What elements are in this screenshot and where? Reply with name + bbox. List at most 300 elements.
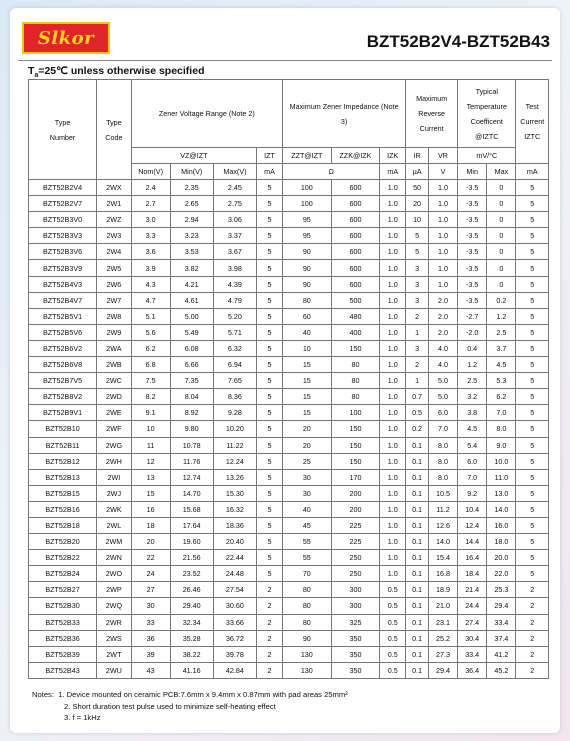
table-cell: BZT52B30 (29, 598, 97, 614)
table-cell: 95 (283, 228, 332, 244)
table-cell: 7.5 (131, 373, 170, 389)
table-cell: 20 (131, 534, 170, 550)
table-cell: 36 (131, 630, 170, 646)
table-row (29, 196, 549, 212)
table-cell: 0.1 (406, 630, 429, 646)
table-cell: 0.5 (406, 405, 429, 421)
table-cell: 12.6 (428, 517, 457, 533)
table-cell: 0.1 (406, 485, 429, 501)
table-cell: 27.3 (428, 646, 457, 662)
table-row (29, 212, 549, 228)
table-cell: 5 (257, 373, 283, 389)
table-cell: 5 (516, 180, 549, 196)
table-cell: 12 (131, 453, 170, 469)
table-cell: 40 (283, 501, 332, 517)
table-cell: 2WM (97, 534, 132, 550)
table-cell: 5 (516, 308, 549, 324)
table-cell: 3.7 (487, 340, 516, 356)
table-cell: 600 (331, 244, 380, 260)
table-cell: 5 (257, 469, 283, 485)
table-cell: BZT52B6V2 (29, 340, 97, 356)
table-cell: 4.21 (170, 276, 213, 292)
table-cell: 17.64 (170, 517, 213, 533)
table-cell: 35.28 (170, 630, 213, 646)
table-cell: 1.0 (380, 180, 406, 196)
table-cell: 5 (257, 534, 283, 550)
table-cell: 1.0 (428, 180, 457, 196)
table-cell: 1.0 (428, 228, 457, 244)
table-cell: 10.4 (458, 501, 487, 517)
table-row (29, 180, 549, 196)
table-cell: BZT52B8V2 (29, 389, 97, 405)
table-cell: 2.65 (170, 196, 213, 212)
table-cell: 2WK (97, 501, 132, 517)
table-cell: 10 (131, 421, 170, 437)
table-cell: 1.0 (380, 324, 406, 340)
logo-text: Slkor (37, 27, 95, 49)
table-cell: 200 (331, 485, 380, 501)
table-cell: BZT52B3V0 (29, 212, 97, 228)
table-cell: 2.94 (170, 212, 213, 228)
table-row (29, 646, 549, 662)
table-cell: 1.0 (428, 244, 457, 260)
table-cell: 5 (257, 196, 283, 212)
table-cell: 7.65 (213, 373, 256, 389)
electrical-characteristics-table (28, 79, 549, 679)
table-cell: 2WP (97, 582, 132, 598)
table-cell: 6.94 (213, 357, 256, 373)
table-cell: 1.0 (380, 292, 406, 308)
table-cell: 0.7 (406, 389, 429, 405)
table-cell: 2WI (97, 469, 132, 485)
izt-header: IZT (257, 148, 283, 164)
col-max-zener-impedance: Maximum Zener Impedance (Note 3) (283, 80, 406, 148)
table-cell: 4.5 (487, 357, 516, 373)
table-cell: 6.0 (458, 453, 487, 469)
table-cell: BZT52B39 (29, 646, 97, 662)
table-cell: BZT52B43 (29, 662, 97, 678)
table-cell: 5 (516, 276, 549, 292)
table-cell: 0.1 (406, 550, 429, 566)
table-cell: 80 (331, 389, 380, 405)
table-cell: 2.7 (131, 196, 170, 212)
table-cell: 5 (257, 437, 283, 453)
izk-header: IZK (380, 148, 406, 164)
unit-test-ma: mA (516, 164, 549, 180)
table-cell: 90 (283, 276, 332, 292)
table-cell: 20.0 (487, 550, 516, 566)
table-cell: 5 (257, 389, 283, 405)
table-row (29, 228, 549, 244)
table-cell: 3.53 (170, 244, 213, 260)
table-cell: 2.75 (213, 196, 256, 212)
table-cell: 25.3 (487, 582, 516, 598)
table-cell: 24.4 (458, 598, 487, 614)
unit-v: V (428, 164, 457, 180)
table-row (29, 244, 549, 260)
table-row (29, 582, 549, 598)
table-cell: BZT52B6V8 (29, 357, 97, 373)
table-cell: 11.2 (428, 501, 457, 517)
table-cell: 2 (257, 598, 283, 614)
table-cell: 9.28 (213, 405, 256, 421)
table-cell: 8.0 (487, 421, 516, 437)
table-cell: 40 (283, 324, 332, 340)
table-cell: 2.0 (428, 308, 457, 324)
table-row (29, 598, 549, 614)
table-cell: 33.4 (458, 646, 487, 662)
table-cell: 5 (257, 292, 283, 308)
table-cell: 38.22 (170, 646, 213, 662)
table-cell: 5.00 (170, 308, 213, 324)
table-cell: 25 (283, 453, 332, 469)
table-cell: 0.5 (380, 630, 406, 646)
table-cell: 5 (516, 357, 549, 373)
table-cell: 14.70 (170, 485, 213, 501)
table-cell: 5 (516, 389, 549, 405)
table-cell: 5 (516, 437, 549, 453)
table-cell: 1 (406, 373, 429, 389)
table-cell: 5 (257, 453, 283, 469)
table-cell: 5 (257, 260, 283, 276)
table-cell: 15.4 (428, 550, 457, 566)
table-cell: 5 (516, 550, 549, 566)
table-cell: 1.0 (380, 550, 406, 566)
table-cell: -2.7 (458, 308, 487, 324)
table-cell: 350 (331, 646, 380, 662)
table-cell: 1.0 (380, 534, 406, 550)
table-cell: 13.0 (487, 485, 516, 501)
table-cell: -3.5 (458, 196, 487, 212)
table-row (29, 421, 549, 437)
table-cell: 4.3 (131, 276, 170, 292)
table-cell: 42.84 (213, 662, 256, 678)
unit-max-v: Max(V) (213, 164, 256, 180)
table-cell: 6.0 (428, 405, 457, 421)
table-cell: BZT52B36 (29, 630, 97, 646)
table-cell: 0.1 (406, 469, 429, 485)
table-cell: 2.45 (213, 180, 256, 196)
table-row (29, 324, 549, 340)
table-cell: 23.52 (170, 566, 213, 582)
table-cell: 600 (331, 276, 380, 292)
table-cell: 8.0 (428, 453, 457, 469)
table-cell: 70 (283, 566, 332, 582)
table-cell: 41.16 (170, 662, 213, 678)
note-1: 1. Device mounted on ceramic PCB:7.6mm x 9.4mm x 0.87mm with pad areas 25mm² (58, 690, 348, 699)
table-cell: 1.0 (380, 437, 406, 453)
table-cell: BZT52B3V3 (29, 228, 97, 244)
table-cell: 5 (516, 566, 549, 582)
table-cell: 5 (257, 501, 283, 517)
table-cell: 0 (487, 260, 516, 276)
table-cell: 15.30 (213, 485, 256, 501)
table-cell: 5.0 (428, 389, 457, 405)
table-cell: 6.32 (213, 340, 256, 356)
table-cell: -3.5 (458, 244, 487, 260)
table-cell: 3.37 (213, 228, 256, 244)
table-body (29, 180, 549, 679)
table-cell: 150 (331, 340, 380, 356)
table-cell: 5 (516, 292, 549, 308)
table-row (29, 405, 549, 421)
table-cell: 27 (131, 582, 170, 598)
table-cell: 2 (516, 646, 549, 662)
table-cell: 600 (331, 212, 380, 228)
table-cell: 30 (283, 485, 332, 501)
table-cell: 10.0 (487, 453, 516, 469)
col-max-reverse-current: Maximum Reverse Current (406, 80, 458, 148)
table-cell: 3.6 (131, 244, 170, 260)
table-cell: 5 (257, 324, 283, 340)
table-row (29, 453, 549, 469)
table-cell: 3.2 (458, 389, 487, 405)
table-cell: 2W7 (97, 292, 132, 308)
table-cell: 3 (406, 260, 429, 276)
table-cell: 1.0 (380, 357, 406, 373)
mv-per-c-header: mV/°C (458, 148, 516, 164)
table-cell: 3.9 (131, 260, 170, 276)
table-cell: 9.1 (131, 405, 170, 421)
table-cell: 36.4 (458, 662, 487, 678)
table-cell: 2.0 (428, 292, 457, 308)
table-cell: 21.56 (170, 550, 213, 566)
table-cell: 1.0 (380, 485, 406, 501)
table-cell: 6.2 (131, 340, 170, 356)
table-row (29, 357, 549, 373)
table-cell: -3.5 (458, 260, 487, 276)
unit-ua: μA (406, 164, 429, 180)
table-cell: 2 (257, 614, 283, 630)
table-cell: 18.0 (487, 534, 516, 550)
table-cell: 10 (406, 212, 429, 228)
table-cell: 0.1 (406, 566, 429, 582)
table-row (29, 630, 549, 646)
table-cell: 3.67 (213, 244, 256, 260)
table-cell: 2.0 (428, 324, 457, 340)
table-cell: BZT52B12 (29, 453, 97, 469)
table-row (29, 276, 549, 292)
table-cell: 3.8 (458, 405, 487, 421)
unit-izk-ma: mA (380, 164, 406, 180)
table-cell: 0.5 (380, 614, 406, 630)
table-cell: 300 (331, 598, 380, 614)
table-cell: 90 (283, 260, 332, 276)
table-cell: 20 (283, 421, 332, 437)
table-cell: 3.06 (213, 212, 256, 228)
table-cell: 18.36 (213, 517, 256, 533)
test-condition: $T_a=25℃$ unless otherwise specified (28, 65, 205, 80)
ir-header: IR (406, 148, 429, 164)
table-cell: 1.0 (380, 421, 406, 437)
table-cell: 15 (283, 405, 332, 421)
table-cell: 5 (516, 244, 549, 260)
col-type-code: Type Code (97, 80, 132, 180)
col-temp-coefficient: Typical Temperature Coefficent @IZTC (458, 80, 516, 148)
table-cell: 3.3 (131, 228, 170, 244)
table-cell: 0.1 (406, 582, 429, 598)
table-cell: 1.0 (380, 517, 406, 533)
table-cell: 150 (331, 437, 380, 453)
table-cell: 5 (516, 373, 549, 389)
table-cell: 6.2 (487, 389, 516, 405)
table-cell: 2W6 (97, 276, 132, 292)
table-cell: 600 (331, 180, 380, 196)
table-cell: -3.5 (458, 180, 487, 196)
table-cell: 1.2 (487, 308, 516, 324)
table-cell: 1.0 (380, 276, 406, 292)
table-cell: 20 (283, 437, 332, 453)
table-cell: 2.4 (131, 180, 170, 196)
table-cell: 130 (283, 646, 332, 662)
table-cell: 2WT (97, 646, 132, 662)
table-cell: 15 (283, 373, 332, 389)
table-cell: 0.2 (487, 292, 516, 308)
table-cell: 5.71 (213, 324, 256, 340)
table-cell: 20 (406, 196, 429, 212)
table-cell: 5 (516, 534, 549, 550)
table-cell: 350 (331, 662, 380, 678)
table-cell: 0.5 (380, 598, 406, 614)
table-cell: BZT52B5V1 (29, 308, 97, 324)
table-cell: 1 (406, 324, 429, 340)
table-cell: 2W9 (97, 324, 132, 340)
table-cell: BZT52B20 (29, 534, 97, 550)
table-cell: 12.74 (170, 469, 213, 485)
table-cell: 2 (516, 582, 549, 598)
table-cell: 500 (331, 292, 380, 308)
table-cell: 0 (487, 276, 516, 292)
table-row (29, 292, 549, 308)
table-cell: 5 (406, 244, 429, 260)
table-cell: BZT52B9V1 (29, 405, 97, 421)
table-row (29, 550, 549, 566)
table-cell: 130 (283, 662, 332, 678)
table-cell: 29.40 (170, 598, 213, 614)
table-cell: 13 (131, 469, 170, 485)
table-cell: 5 (516, 228, 549, 244)
datasheet-page (10, 8, 560, 733)
table-cell: 8.0 (428, 469, 457, 485)
table-cell: 10 (283, 340, 332, 356)
table-cell: 2WH (97, 453, 132, 469)
table-cell: 3 (406, 276, 429, 292)
table-cell: BZT52B4V3 (29, 276, 97, 292)
table-cell: 10.78 (170, 437, 213, 453)
table-cell: 9.2 (458, 485, 487, 501)
table-cell: 200 (331, 501, 380, 517)
unit-izt-ma: mA (257, 164, 283, 180)
table-cell: 21.0 (428, 598, 457, 614)
table-cell: 12.4 (458, 517, 487, 533)
table-cell: 21.4 (458, 582, 487, 598)
unit-tc-max: Max (487, 164, 516, 180)
table-cell: 9.0 (487, 437, 516, 453)
table-cell: 150 (331, 453, 380, 469)
table-cell: 170 (331, 469, 380, 485)
table-cell: 325 (331, 614, 380, 630)
table-cell: 27.54 (213, 582, 256, 598)
table-cell: 1.2 (458, 357, 487, 373)
table-cell: 2W1 (97, 196, 132, 212)
table-cell: 4.0 (428, 340, 457, 356)
table-cell: -2.0 (458, 324, 487, 340)
table-cell: 2WS (97, 630, 132, 646)
table-cell: 2 (257, 662, 283, 678)
table-cell: 5 (516, 453, 549, 469)
table-cell: BZT52B13 (29, 469, 97, 485)
table-cell: BZT52B2V4 (29, 180, 97, 196)
notes-label: Notes: (32, 690, 54, 699)
table-row (29, 260, 549, 276)
table-cell: 27.4 (458, 614, 487, 630)
table-cell: 1.0 (380, 228, 406, 244)
table-cell: 5 (257, 405, 283, 421)
table-cell: 3.0 (131, 212, 170, 228)
table-cell: 0.1 (406, 646, 429, 662)
table-cell: 2WB (97, 357, 132, 373)
table-cell: 24.48 (213, 566, 256, 582)
vz-at-izt: VZ@IZT (131, 148, 256, 164)
table-cell: 0.4 (458, 340, 487, 356)
table-cell: 1.0 (380, 260, 406, 276)
table-cell: 0.1 (406, 662, 429, 678)
table-cell: 1.0 (380, 389, 406, 405)
table-cell: 2WR (97, 614, 132, 630)
table-cell: 90 (283, 630, 332, 646)
table-cell: 5 (516, 469, 549, 485)
table-cell: 3.98 (213, 260, 256, 276)
table-cell: 1.0 (428, 276, 457, 292)
table-cell: 7.35 (170, 373, 213, 389)
table-cell: 8.04 (170, 389, 213, 405)
unit-ohm: Ω (283, 164, 380, 180)
table-cell: 4.0 (428, 357, 457, 373)
table-cell: 0.1 (406, 614, 429, 630)
table-cell: 29.4 (428, 662, 457, 678)
unit-tc-min: Min (458, 164, 487, 180)
table-cell: 1.0 (380, 212, 406, 228)
table-cell: 18 (131, 517, 170, 533)
table-cell: 10.5 (428, 485, 457, 501)
table-cell: 5 (257, 228, 283, 244)
table-cell: 5 (257, 550, 283, 566)
vr-header: VR (428, 148, 457, 164)
table-cell: 45.2 (487, 662, 516, 678)
table-cell: 2.5 (487, 324, 516, 340)
table-cell: 5 (257, 566, 283, 582)
table-cell: -3.5 (458, 292, 487, 308)
table-cell: 5.20 (213, 308, 256, 324)
table-cell: 3.23 (170, 228, 213, 244)
table-cell: 80 (283, 292, 332, 308)
table-cell: 15 (283, 357, 332, 373)
table-row (29, 534, 549, 550)
table-cell: BZT52B3V6 (29, 244, 97, 260)
table-row (29, 373, 549, 389)
table-cell: 0 (487, 244, 516, 260)
table-cell: 37.4 (487, 630, 516, 646)
table-cell: 5 (257, 340, 283, 356)
table-cell: 2.35 (170, 180, 213, 196)
zzk-header: ZZK@IZK (331, 148, 380, 164)
table-cell: 0.5 (380, 662, 406, 678)
table-cell: 13.26 (213, 469, 256, 485)
table-cell: 2 (406, 308, 429, 324)
table-cell: 5 (516, 340, 549, 356)
table-cell: 0 (487, 180, 516, 196)
table-cell: 15 (283, 389, 332, 405)
